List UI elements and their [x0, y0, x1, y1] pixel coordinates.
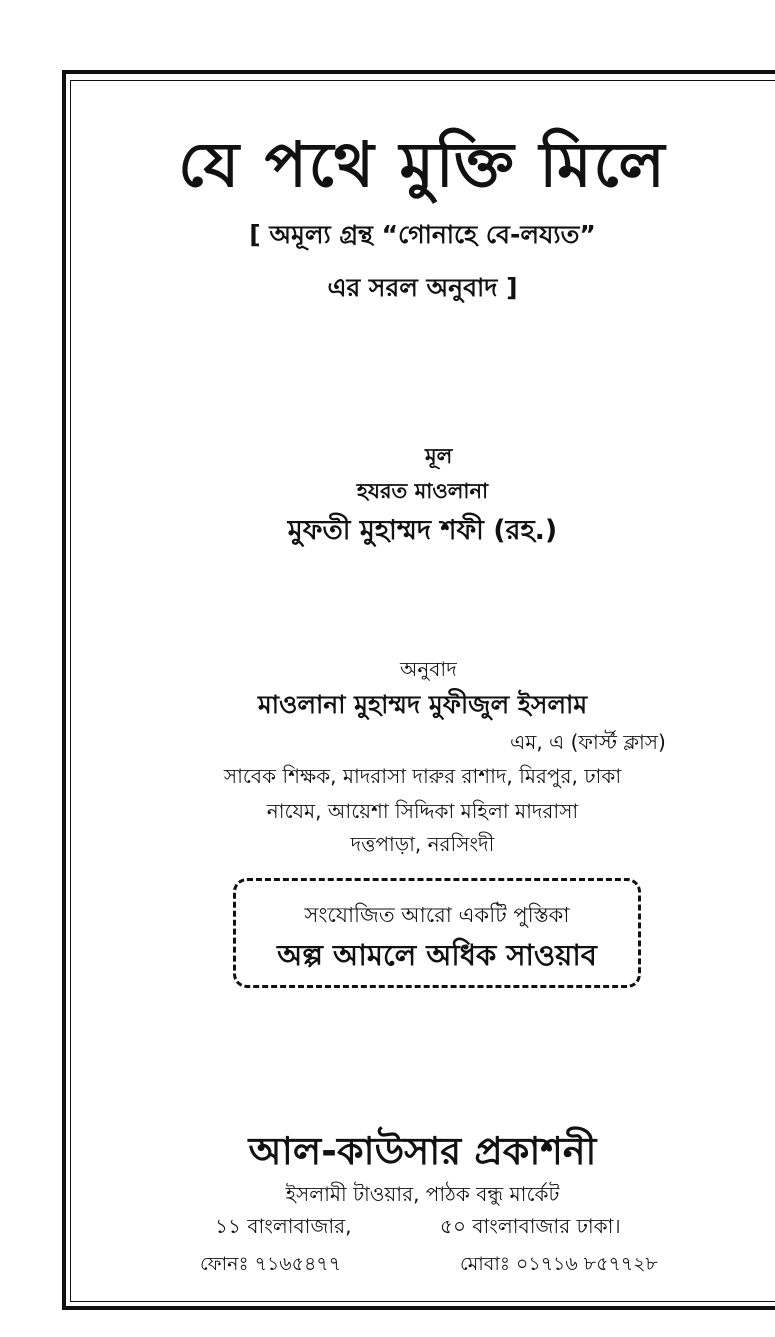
publisher-address-line1: ইসলামী টাওয়ার, পাঠক বন্ধু মার্কেট	[285, 1182, 560, 1206]
publisher-name: আল-কাউসার প্রকাশনী	[248, 1129, 597, 1173]
author-label: মূল	[425, 444, 453, 468]
translator-degree: এম, এ (ফার্স্ট ক্লাস)	[510, 730, 666, 754]
book-subtitle-line1: [ অমূল্য গ্রন্থ “গোনাহে বে-লয্যত”	[249, 220, 596, 249]
author-honorific: হযরত মাওলানা	[356, 479, 489, 503]
book-subtitle-line2: এর সরল অনুবাদ ]	[327, 273, 518, 302]
translator-info-line2: নাযেম, আয়েশা সিদ্দিকা মহিলা মাদরাসা	[266, 799, 579, 823]
translator-label: অনুবাদ	[400, 657, 457, 681]
publisher-address-line2-left: ১১ বাংলাবাজার,	[215, 1214, 352, 1238]
attachment-box	[233, 878, 641, 988]
translator-name: মাওলানা মুহাম্মদ মুফীজুল ইসলাম	[257, 690, 588, 719]
attachment-box-line1: সংযোজিত আরো একটি পুস্তিকা	[304, 903, 570, 927]
publisher-phone: ফোনঃ ৭১৬৫৪৭৭	[200, 1253, 342, 1275]
publisher-mobile: মোবাঃ ০১৭১৬ ৮৫৭৭২৮	[460, 1253, 658, 1275]
book-title: যে পথে মুক্তি মিলে	[178, 128, 667, 201]
author-name: মুফতী মুহাম্মদ শফী (রহ.)	[287, 515, 558, 546]
translator-info-line1: সাবেক শিক্ষক, মাদরাসা দারুর রাশাদ, মিরপুর, ঢাকা	[223, 764, 622, 788]
translator-info-line3: দত্তপাড়া, নরসিংদী	[350, 832, 495, 856]
publisher-address-line2-right: ৫০ বাংলাবাজার ঢাকা।	[440, 1214, 621, 1238]
attachment-box-line2: অল্প আমলে অধিক সাওয়াব	[277, 938, 597, 972]
